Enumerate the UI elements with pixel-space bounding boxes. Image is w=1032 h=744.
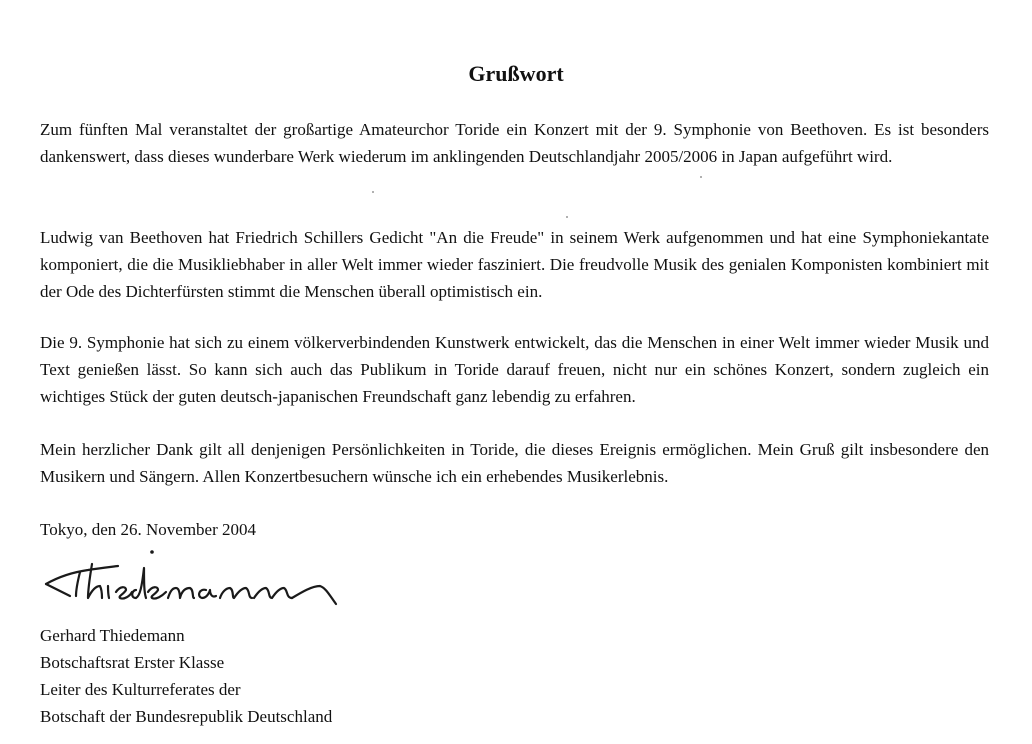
signer-block: [40, 622, 332, 730]
paragraph-1: Zum fünften Mal veranstaltet der großartige Amateurchor Toride ein Konzert mit der 9. Symphonie von Beethoven. Es ist besonders dankenswert, dass dieses wunderbare Werk wiederum im anklingenden Deutschlandjahr 2005/2006 in Japan aufgeführt wird.: [40, 120, 989, 166]
signer-role: Leiter des Kulturreferates der: [40, 680, 241, 699]
signer-organization: Botschaft der Bundesrepublik Deutschland: [40, 707, 333, 726]
scan-speck: [566, 216, 568, 218]
scan-speck: [700, 176, 702, 178]
scan-speck: [372, 191, 374, 193]
paragraph-2: Ludwig van Beethoven hat Friedrich Schillers Gedicht "An die Freude" in seinem Werk aufgenommen und hat eine Symphoniekantate komponiert, die die Musikliebhaber in aller Welt immer wieder fasziniert. Die freudvolle Musik des genialen Komponisten kombiniert mit der Ode des Dichterfürsten stimmt die Menschen überall optimistisch ein.: [40, 228, 989, 301]
page-title: Grußwort: [468, 61, 564, 86]
signer-name: Gerhard Thiedemann: [40, 626, 185, 645]
paragraph-3: Die 9. Symphonie hat sich zu einem völkerverbindenden Kunstwerk entwickelt, das die Menschen in einer Welt immer wieder Musik und Text genießen lässt. So kann sich auch das Publikum in Toride darauf freuen, nicht nur ein schönes Konzert, sondern zugleich ein wichtiges Stück der guten deutsch-japanischen Freundschaft ganz lebendig zu erfahren.: [40, 333, 989, 406]
signer-title: Botschaftsrat Erster Klasse: [40, 653, 225, 672]
handwritten-signature: [40, 546, 350, 610]
date-line: Tokyo, den 26. November 2004: [40, 520, 256, 539]
paragraph-4: Mein herzlicher Dank gilt all denjenigen Persönlichkeiten in Toride, die dieses Ereignis ermöglichen. Mein Gruß gilt insbesondere den Musikern und Sängern. Allen Konzertbesuchern wünsche ich ein erhebendes Musikerlebnis.: [40, 440, 989, 486]
